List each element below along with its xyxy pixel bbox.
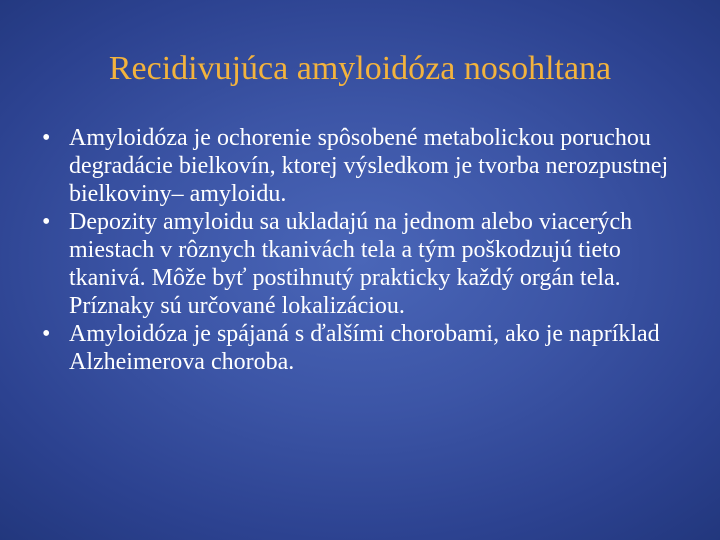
bullet-marker: •	[42, 209, 51, 235]
bullet-text: Amyloidóza je spájaná s ďalšími chorobami, ako je napríklad Alzheimerova choroba.	[69, 321, 660, 375]
bullet-item-associated-diseases	[42, 320, 692, 376]
bullet-text: Depozity amyloidu sa ukladajú na jednom alebo viacerých miestach v rôznych tkanivách tela a tým poškodzujú tieto tkanivá. Môže byť postihnutý prakticky každý orgán tela. Príznaky sú určované lokalizáciou.	[69, 209, 633, 319]
bullet-list	[42, 124, 692, 376]
slide-title: Recidivujúca amyloidóza nosohltana	[108, 50, 612, 87]
bullet-marker: •	[42, 125, 51, 151]
bullet-text: Amyloidóza je ochorenie spôsobené metabolickou poruchou degradácie bielkovín, ktorej výsledkom je tvorba nerozpustnej bielkoviny– amyloidu.	[69, 125, 669, 207]
bullet-item-amyloidosis-definition	[42, 124, 692, 208]
bullet-item-deposits	[42, 208, 692, 320]
bullet-marker: •	[42, 321, 51, 347]
